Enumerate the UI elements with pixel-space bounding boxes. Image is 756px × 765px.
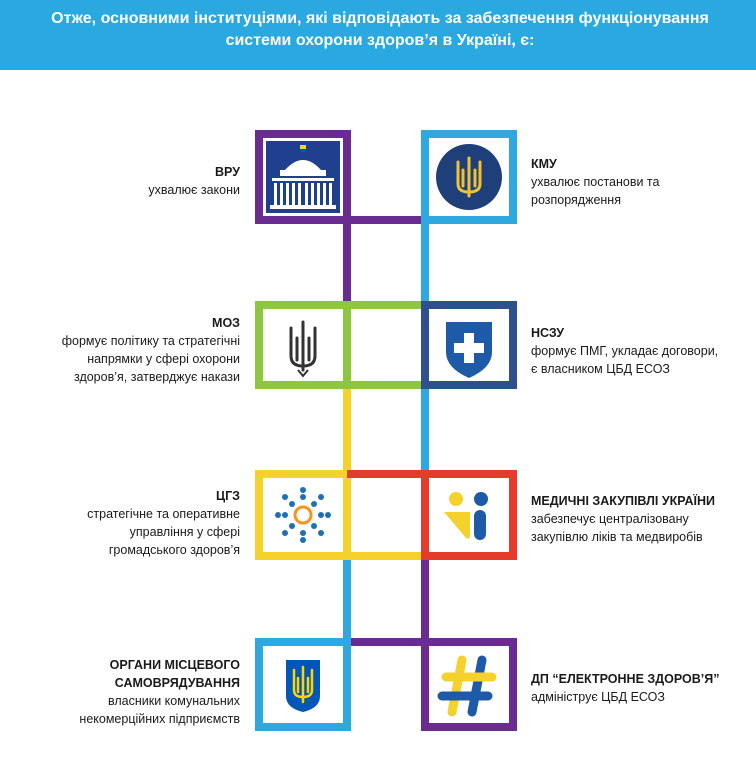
cgz-box (259, 474, 347, 556)
page-title: Отже, основними інституціями, які відповідають за забезпечення функціонування системи охорони здоров’я в Україні, є: (51, 10, 709, 49)
kmu-desc-line: розпорядження (531, 193, 621, 207)
ez-desc: адмініструє ЦБД ЕСОЗ (531, 690, 665, 704)
nszu-desc-line: є власником ЦБД ЕСОЗ (531, 362, 670, 376)
kmu-entry (531, 155, 746, 209)
vru-entry (20, 163, 240, 199)
oms-desc-line: власники комунальних (107, 694, 240, 708)
moz-name: МОЗ (212, 316, 240, 330)
moz-desc-line: напрямки у сфері охорони (87, 352, 240, 366)
parliament-building-icon (266, 141, 340, 213)
ez-name: ДП “ЕЛЕКТРОННЕ ЗДОРОВ’Я” (531, 672, 720, 686)
cgz-desc-line: стратегічне та оперативне (87, 507, 240, 521)
mzu-name: МЕДИЧНІ ЗАКУПІВЛІ УКРАЇНИ (531, 494, 715, 508)
vru-desc: ухвалює закони (148, 183, 240, 197)
cgz-entry (10, 487, 240, 559)
mzu-desc-line: забезпечує централізовану (531, 512, 689, 526)
ez-entry (531, 670, 751, 706)
oms-name: ОРГАНИ МІСЦЕВОГО (109, 658, 240, 672)
moz-desc-line: формує політику та стратегічні (61, 334, 240, 348)
vru-name: ВРУ (215, 165, 240, 179)
nszu-name: НСЗУ (531, 326, 565, 340)
mzu-desc-line: закупівлю ліків та медвиробів (531, 530, 703, 544)
mzu-entry (531, 492, 751, 546)
nszu-desc-line: формує ПМГ, укладає договори, (531, 344, 719, 358)
oms-desc-line: некомерційних підприємств (79, 712, 240, 726)
moz-desc-line: здоров’я, затверджує накази (73, 370, 240, 384)
cgz-desc-line: громадського здоров’я (108, 543, 240, 557)
kmu-name: КМУ (531, 157, 557, 171)
trident-circle-icon (436, 144, 502, 210)
oms-entry (10, 656, 240, 728)
moz-entry (10, 314, 240, 386)
coat-of-arms-icon (286, 660, 320, 712)
oms-name: САМОВРЯДУВАННЯ (114, 676, 240, 690)
nszu-entry (531, 324, 751, 378)
kmu-desc-line: ухвалює постанови та (531, 175, 660, 189)
cgz-name: ЦГЗ (215, 489, 240, 503)
cgz-desc-line: управління у сфері (129, 525, 240, 539)
